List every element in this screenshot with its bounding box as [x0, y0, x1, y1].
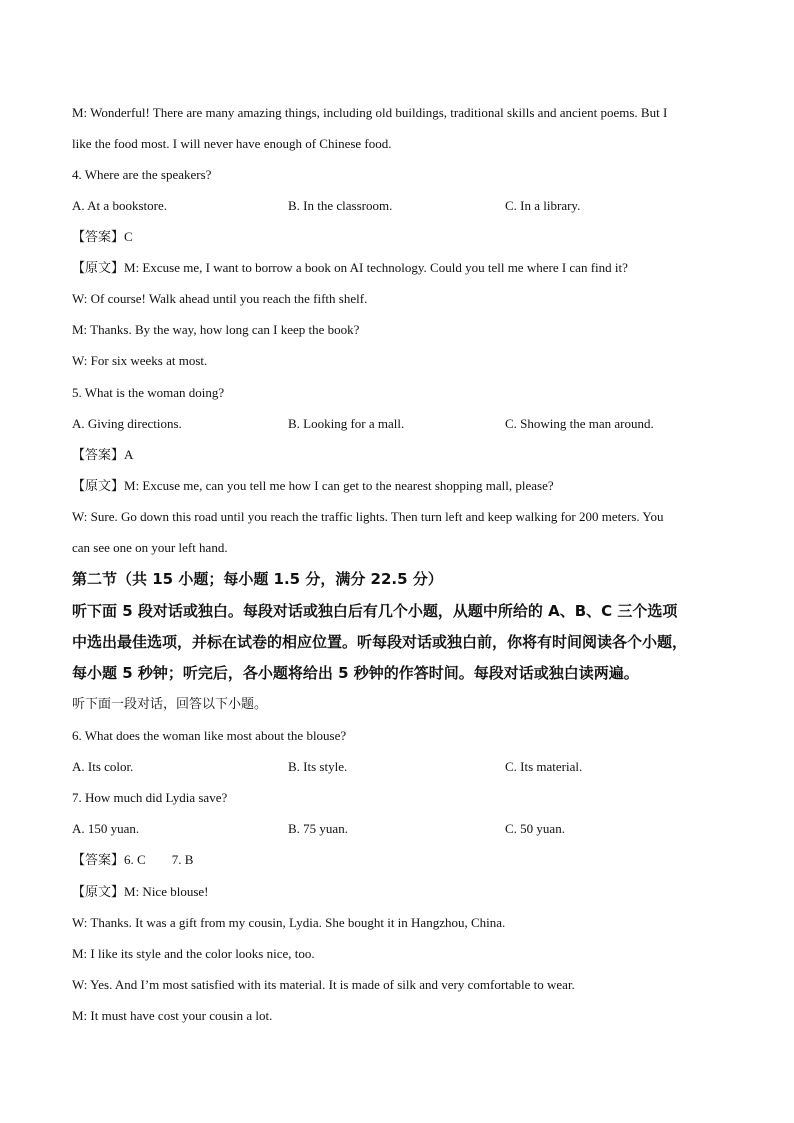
- transcript-line: M: Wonderful! There are many amazing things, including old buildings, traditional skills and ancient poems. But I: [72, 105, 668, 120]
- option-a: A. Its color.: [72, 759, 134, 774]
- section-instructions-line: 听下面 5 段对话或独白。每段对话或独白后有几个小题，从题中所给的 A、B、C 三个选项: [72, 602, 678, 620]
- answer-value: C: [124, 229, 133, 244]
- question-6-options: [72, 758, 732, 776]
- option-c: C. 50 yuan.: [505, 821, 565, 836]
- answer-line: [72, 851, 722, 870]
- question-7-options: [72, 820, 732, 838]
- transcript-text: M: Excuse me, can you tell me how I can get to the nearest shopping mall, please?: [124, 478, 554, 493]
- option-b: B. Looking for a mall.: [288, 416, 405, 431]
- option-b: B. 75 yuan.: [288, 821, 348, 836]
- transcript-tag: 【原文】: [72, 885, 125, 900]
- transcript-line: W: Yes. And I’m most satisfied with its material. It is made of silk and very comfortable to wear.: [72, 977, 575, 992]
- transcript-line: W: Thanks. It was a gift from my cousin, Lydia. She bought it in Hangzhou, China.: [72, 915, 506, 930]
- question-6: 6. What does the woman like most about the blouse?: [72, 728, 347, 743]
- answer-tag: 【答案】: [72, 853, 125, 868]
- option-c: C. Its material.: [505, 759, 583, 774]
- option-b: B. In the classroom.: [288, 198, 393, 213]
- transcript-line: can see one on your left hand.: [72, 540, 228, 555]
- transcript-line: M: Thanks. By the way, how long can I keep the book?: [72, 322, 360, 337]
- answer-line: [72, 446, 722, 465]
- answer-tag: 【答案】: [72, 448, 125, 463]
- question-7: 7. How much did Lydia save?: [72, 790, 228, 805]
- transcript-tag: 【原文】: [72, 479, 125, 494]
- answer-tag: 【答案】: [72, 230, 125, 245]
- answer-line: [72, 228, 722, 247]
- transcript-line: W: For six weeks at most.: [72, 353, 208, 368]
- answer-value: A: [124, 447, 134, 462]
- transcript-tag: 【原文】: [72, 261, 125, 276]
- transcript-line: [72, 259, 722, 278]
- transcript-line: M: I like its style and the color looks nice, too.: [72, 946, 315, 961]
- transcript-line: M: It must have cost your cousin a lot.: [72, 1008, 273, 1023]
- section-instructions-line: 中选出最佳选项，并标在试卷的相应位置。听每段对话或独白前，你将有时间阅读各个小题，: [72, 633, 688, 651]
- question-5-options: [72, 415, 732, 433]
- option-c: C. Showing the man around.: [505, 416, 654, 431]
- transcript-text: M: Excuse me, I want to borrow a book on AI technology. Could you tell me where I can find it?: [124, 260, 628, 275]
- sub-instruction: 听下面一段对话，回答以下小题。: [72, 697, 268, 712]
- question-5: 5. What is the woman doing?: [72, 385, 225, 400]
- option-a: A. Giving directions.: [72, 416, 182, 431]
- option-a: A. At a bookstore.: [72, 198, 167, 213]
- transcript-text: M: Nice blouse!: [124, 884, 209, 899]
- question-4-options: [72, 197, 732, 215]
- option-c: C. In a library.: [505, 198, 581, 213]
- option-a: A. 150 yuan.: [72, 821, 140, 836]
- section-title: 第二节（共 15 小题；每小题 1.5 分，满分 22.5 分）: [72, 570, 443, 588]
- transcript-line: [72, 883, 722, 902]
- answer-value: 6. C: [124, 852, 146, 867]
- question-4: 4. Where are the speakers?: [72, 167, 212, 182]
- transcript-line: W: Of course! Walk ahead until you reach the fifth shelf.: [72, 291, 368, 306]
- option-b: B. Its style.: [288, 759, 348, 774]
- transcript-line: W: Sure. Go down this road until you reach the traffic lights. Then turn left and keep walking for 200 meters. You: [72, 509, 664, 524]
- transcript-line: [72, 477, 722, 496]
- transcript-line: like the food most. I will never have enough of Chinese food.: [72, 136, 392, 151]
- answer-value: 7. B: [171, 852, 194, 867]
- section-instructions-line: 每小题 5 秒钟；听完后，各小题将给出 5 秒钟的作答时间。每段对话或独白读两遍。: [72, 664, 639, 682]
